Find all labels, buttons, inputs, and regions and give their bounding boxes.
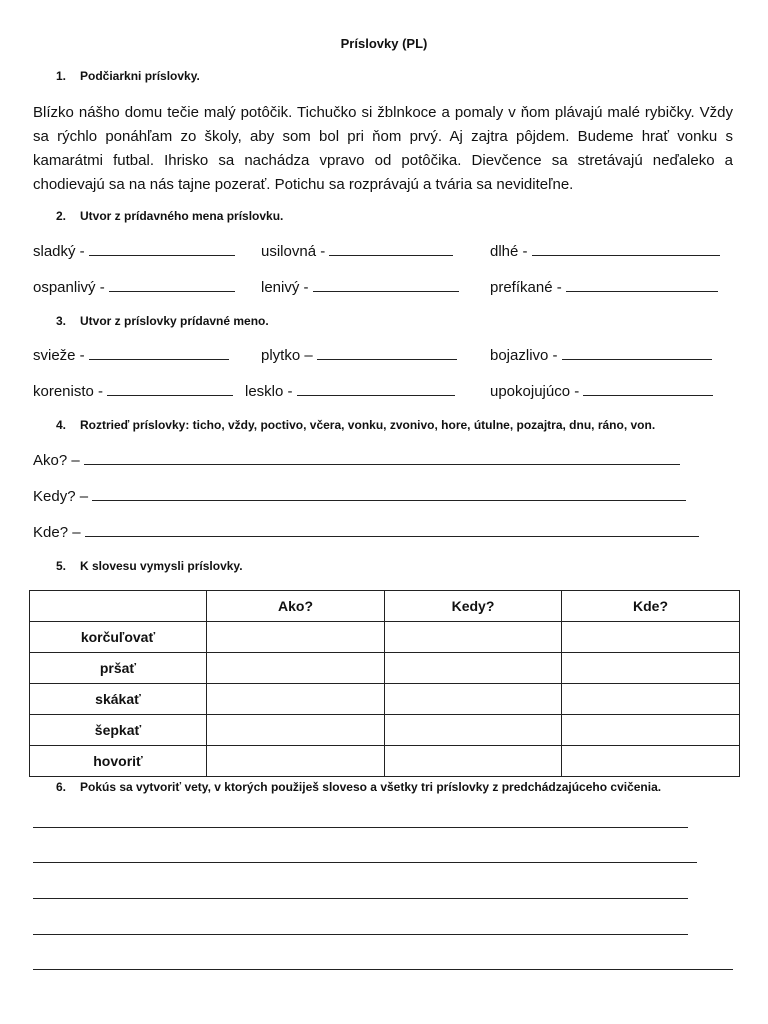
task-2-heading xyxy=(56,209,283,223)
task-4-kedy-line: Kedy? – xyxy=(33,487,686,505)
task-3-item: upokojujúco - xyxy=(490,382,713,400)
task-3-heading xyxy=(56,314,269,328)
answer-cell[interactable] xyxy=(207,653,385,684)
answer-cell[interactable] xyxy=(207,622,385,653)
story-text: Blízko nášho domu tečie malý potôčik. Tichučko si žblnkoce a pomaly v ňom plávajú malé rybičky. Vždy sa rýchlo ponáhľam zo školy, aby som bol pri ňom prvý. Aj zajtra pôjdem. Budeme hrať vonku s kamarátmi futbal. Ihrisko sa nachádza vpravo od potôčika. Dievčence sa stretávajú neďaleko a chodievajú sa na nás tajne pozerať. Potichu sa rozprávajú a tvária sa neviditeľne. xyxy=(33,104,733,193)
task-text: Pokús sa vytvoriť vety, v ktorých použiješ sloveso a všetky tri príslovky z predchádzajúceho cvičenia. xyxy=(80,780,662,794)
task-number: 6. xyxy=(56,780,67,794)
table-row xyxy=(30,653,740,684)
answer-cell[interactable] xyxy=(385,653,562,684)
answer-blank[interactable] xyxy=(89,346,229,360)
verb-cell: šepkať xyxy=(30,715,207,746)
table-header-row xyxy=(30,591,740,622)
answer-blank[interactable] xyxy=(317,346,457,360)
answer-cell[interactable] xyxy=(562,622,740,653)
task-3-item: lesklo - xyxy=(245,382,455,400)
task-3-item: plytko – xyxy=(261,346,457,364)
task-number: 1. xyxy=(56,69,67,83)
table-header-cell: Kedy? xyxy=(385,591,562,622)
answer-cell[interactable] xyxy=(562,715,740,746)
answer-cell[interactable] xyxy=(207,684,385,715)
answer-cell[interactable] xyxy=(385,715,562,746)
task-2-item: lenivý - xyxy=(261,278,459,296)
verb-cell: korčuľovať xyxy=(30,622,207,653)
task-text: Utvor z príslovky prídavné meno. xyxy=(80,314,269,328)
task-2-item: dlhé - xyxy=(490,242,720,260)
verb-cell: pršať xyxy=(30,653,207,684)
answer-blank[interactable] xyxy=(107,382,233,396)
task-3-item: korenisto - xyxy=(33,382,233,400)
answer-cell[interactable] xyxy=(562,746,740,777)
answer-blank[interactable] xyxy=(532,242,720,256)
writing-line[interactable] xyxy=(33,827,688,828)
table-row xyxy=(30,746,740,777)
task-text: Utvor z prídavného mena príslovku. xyxy=(80,209,284,223)
task-3-item: bojazlivo - xyxy=(490,346,712,364)
answer-cell[interactable] xyxy=(385,746,562,777)
task-2-item: usilovná - xyxy=(261,242,453,260)
answer-cell[interactable] xyxy=(207,746,385,777)
writing-line[interactable] xyxy=(33,969,733,970)
task-4-kde-line: Kde? – xyxy=(33,523,699,541)
task-6-heading xyxy=(56,780,661,794)
answer-blank[interactable] xyxy=(109,278,235,292)
writing-line[interactable] xyxy=(33,898,688,899)
answer-cell[interactable] xyxy=(385,622,562,653)
table-row xyxy=(30,622,740,653)
answer-blank[interactable] xyxy=(329,242,453,256)
answer-blank[interactable] xyxy=(89,242,235,256)
task-3-item: svieže - xyxy=(33,346,229,364)
answer-blank[interactable] xyxy=(85,523,699,537)
verb-cell: skákať xyxy=(30,684,207,715)
task-1-heading xyxy=(56,69,200,83)
task-text: Roztrieď príslovky: ticho, vždy, poctivo, včera, vonku, zvonivo, hore, útulne, pozajtra, dnu, ráno, von. xyxy=(80,418,656,432)
task-1-paragraph xyxy=(33,101,733,197)
verb-cell: hovoriť xyxy=(30,746,207,777)
table-row xyxy=(30,715,740,746)
task-2-item: prefíkané - xyxy=(490,278,718,296)
table-header-cell: Kde? xyxy=(562,591,740,622)
page-title: Príslovky (PL) xyxy=(340,36,428,51)
table-header-cell: Ako? xyxy=(207,591,385,622)
writing-line[interactable] xyxy=(33,862,697,863)
task-2-item: ospanlivý - xyxy=(33,278,235,296)
task-4-ako-line: Ako? – xyxy=(33,451,680,469)
task-number: 4. xyxy=(56,418,67,432)
task-text: Podčiarkni príslovky. xyxy=(80,69,200,83)
task-number: 5. xyxy=(56,559,67,573)
answer-blank[interactable] xyxy=(92,487,686,501)
writing-line[interactable] xyxy=(33,934,688,935)
task-2-item: sladký - xyxy=(33,242,235,260)
task-number: 3. xyxy=(56,314,67,328)
answer-blank[interactable] xyxy=(562,346,712,360)
answer-cell[interactable] xyxy=(562,653,740,684)
answer-cell[interactable] xyxy=(562,684,740,715)
table-header-cell xyxy=(30,591,207,622)
answer-blank[interactable] xyxy=(297,382,455,396)
task-text: K slovesu vymysli príslovky. xyxy=(80,559,243,573)
adverb-table xyxy=(29,590,740,777)
task-number: 2. xyxy=(56,209,67,223)
answer-blank[interactable] xyxy=(84,451,680,465)
task-4-heading xyxy=(56,418,655,432)
table-row xyxy=(30,684,740,715)
answer-cell[interactable] xyxy=(207,715,385,746)
answer-blank[interactable] xyxy=(583,382,713,396)
answer-blank[interactable] xyxy=(566,278,718,292)
answer-blank[interactable] xyxy=(313,278,459,292)
answer-cell[interactable] xyxy=(385,684,562,715)
task-5-heading xyxy=(56,559,243,573)
